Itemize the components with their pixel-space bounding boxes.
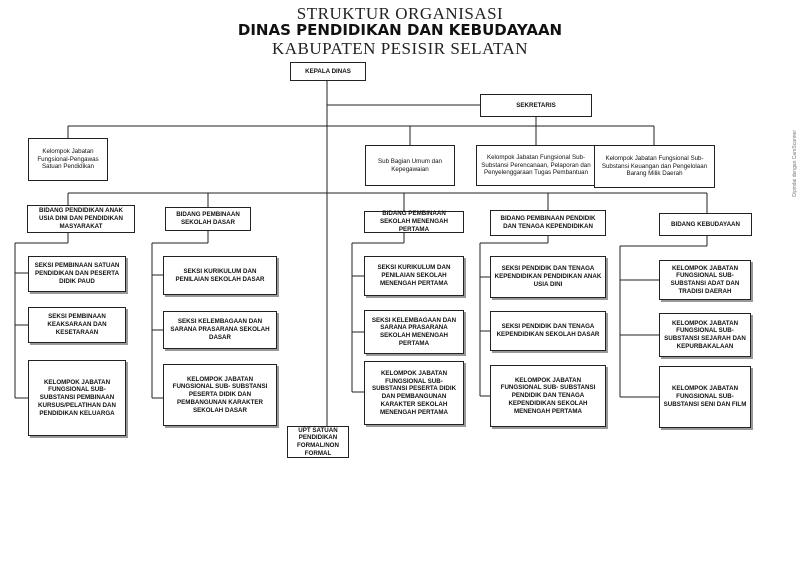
title-line-2: DINAS PENDIDIKAN DAN KEBUDAYAAN [237, 21, 563, 39]
node-sekretaris: SEKRETARIS [480, 94, 592, 117]
node-ptk-jf: KELOMPOK JABATAN FUNGSIONAL SUB- SUBSTANSI PENDIDIK DAN TENAGA KEPENDIDIKAN SEKOLAH MENENGAH PERTAMA [490, 365, 606, 427]
node-keb-jf-3: KELOMPOK JABATAN FUNGSIONAL SUB- SUBSTANSI SENI DAN FILM [659, 366, 751, 428]
node-ptk-seksi-1: SEKSI PENDIDIK DAN TENAGA KEPENDIDIKAN PENDIDIKAN ANAK USIA DINI [490, 256, 606, 298]
node-subbag-umum: Sub Bagian Umum dan Kepegawaian [365, 145, 455, 186]
node-sd-seksi-2: SEKSI KELEMBAGAAN DAN SARANA PRASARANA SEKOLAH DASAR [163, 311, 277, 349]
node-keb-jf-1: KELOMPOK JABATAN FUNGSIONAL SUB- SUBSTANSI ADAT DAN TRADISI DAERAH [659, 260, 751, 300]
node-smp-seksi-2: SEKSI KELEMBAGAAN DAN SARANA PRASARANA SEKOLAH MENENGAH PERTAMA [364, 310, 464, 354]
node-sd-jf: KELOMPOK JABATAN FUNGSIONAL SUB- SUBSTANSI PESERTA DIDIK DAN PEMBANGUNAN KARAKTER SEKOLAH DASAR [163, 364, 277, 426]
node-jf-pengawas: Kelompok Jabatan Fungsional-Pengawas Satuan Pendidikan [28, 138, 108, 181]
node-kepala-dinas: KEPALA DINAS [290, 62, 366, 81]
side-note: Dipindai dengan CamScanner [792, 130, 798, 197]
node-paud-seksi-2: SEKSI PEMBINAAN KEAKSARAAN DAN KESETARAAN [28, 307, 126, 343]
node-paud-seksi-1: SEKSI PEMBINAAN SATUAN PENDIDIKAN DAN PESERTA DIDIK PAUD [28, 256, 126, 292]
node-bidang-ptk: BIDANG PEMBINAAN PENDIDIK DAN TENAGA KEPENDIDIKAN [490, 210, 606, 236]
node-smp-jf: KELOMPOK JABATAN FUNGSIONAL SUB- SUBSTANSI PESERTA DIDIK DAN PEMBANGUNAN KARAKTER SEKOLAH MENENGAH PERTAMA [364, 361, 464, 425]
node-sd-seksi-1: SEKSI KURIKULUM DAN PENILAIAN SEKOLAH DASAR [163, 256, 277, 295]
node-bidang-smp: BIDANG PEMBINAAN SEKOLAH MENENGAH PERTAMA [364, 211, 464, 233]
title-line-1: STRUKTUR ORGANISASI [296, 4, 504, 23]
node-keb-jf-2: KELOMPOK JABATAN FUNGSIONAL SUB- SUBSTANSI SEJARAH DAN KEPURBAKALAAN [659, 313, 751, 357]
node-bidang-kebudayaan: BIDANG KEBUDAYAAN [659, 213, 752, 236]
node-jf-perencanaan: Kelompok Jabatan Fungsional Sub-Substansi Perencanaan, Pelaporan dan Penyelenggaraan Tugas Pembantuan [476, 145, 596, 186]
node-bidang-paud: BIDANG PENDIDIKAN ANAK USIA DINI DAN PENDIDIKAN MASYARAKAT [27, 205, 135, 233]
node-paud-jf: KELOMPOK JABATAN FUNGSIONAL SUB- SUBSTANSI PEMBINAAN KURSUS/PELATIHAN DAN PENDIDIKAN KELUARGA [28, 360, 126, 436]
node-bidang-sd: BIDANG PEMBINAAN SEKOLAH DASAR [165, 207, 251, 231]
node-upt: UPT SATUAN PENDIDIKAN FORMAL/NON FORMAL [287, 426, 349, 458]
node-jf-keuangan: Kelompok Jabatan Fungsional Sub-Substansi Keuangan dan Pengelolaan Barang Milik Daerah [594, 145, 715, 188]
title-line-3: KABUPATEN PESISIR SELATAN [271, 39, 529, 58]
node-ptk-seksi-2: SEKSI PENDIDIK DAN TENAGA KEPENDIDIKAN SEKOLAH DASAR [490, 311, 606, 351]
node-smp-seksi-1: SEKSI KURIKULUM DAN PENILAIAN SEKOLAH MENENGAH PERTAMA [364, 256, 464, 296]
